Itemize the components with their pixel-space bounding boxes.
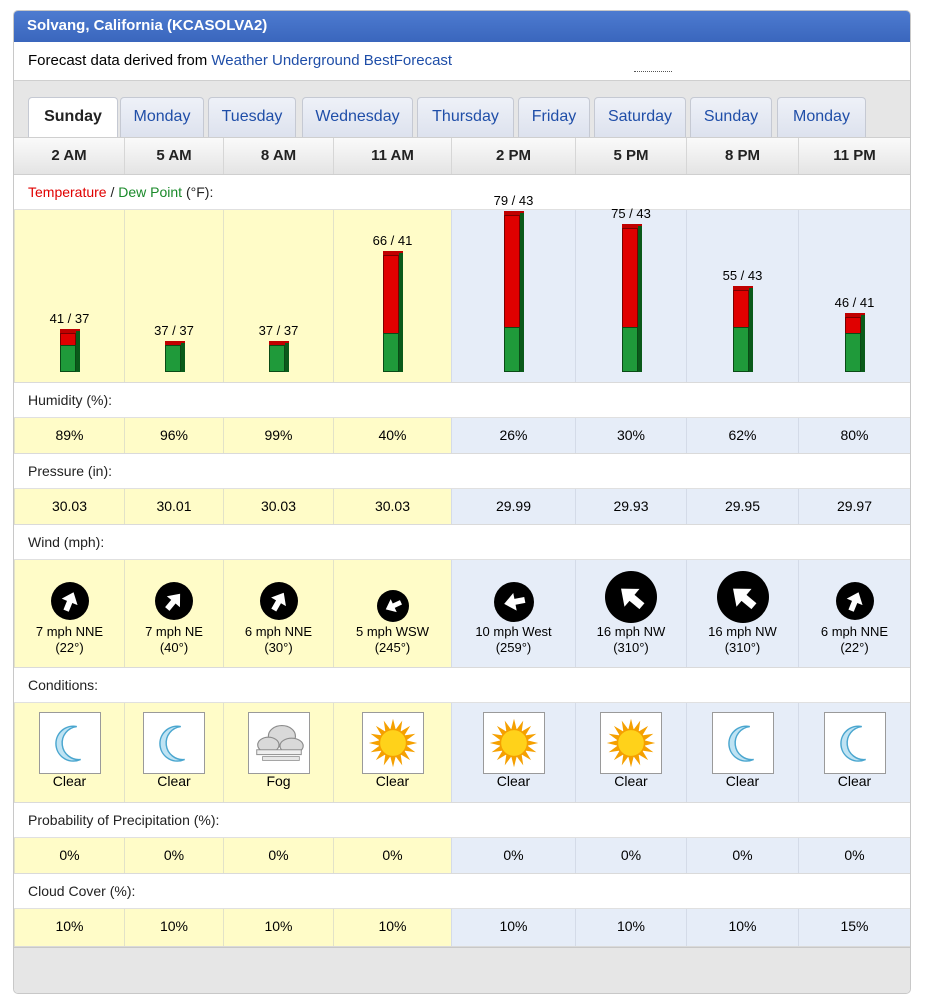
wind-degree-text: (40°): [159, 640, 189, 655]
wind-speed-text: 6 mph NNE: [244, 624, 313, 639]
condition-icon-box: [824, 712, 886, 774]
condition-text: Clear: [375, 773, 410, 789]
hour-cell: [686, 210, 798, 382]
condition-icon-box: [362, 712, 424, 774]
temperature-value: 79 / 43: [493, 193, 534, 209]
tab-sunday[interactable]: Sunday: [690, 97, 772, 137]
hour-cell: [451, 560, 575, 667]
hour-header: 8 AM: [223, 138, 333, 174]
bar-side: [638, 226, 642, 373]
humidity-value: 40%: [333, 418, 451, 453]
temperature-row: [14, 193, 910, 383]
pressure-value: 29.93: [575, 489, 686, 524]
temperature-label: Temperature: [28, 184, 107, 200]
pressure-section-label: Pressure (in):: [14, 454, 910, 489]
hour-cell: [686, 703, 798, 802]
dew-point-segment: [269, 345, 285, 372]
forecast-panel: [13, 10, 911, 994]
wind-direction-icon: [494, 582, 534, 622]
precip-value: 0%: [575, 838, 686, 873]
humidity-value: 99%: [223, 418, 333, 453]
temperature-segment: [845, 317, 861, 334]
condition-icon-box: [712, 712, 774, 774]
wind-direction-icon: [836, 582, 874, 620]
temperature-bar: [504, 215, 520, 372]
temperature-bar: [622, 228, 638, 373]
wind-degree-text: (310°): [613, 640, 649, 655]
condition-icon-box: [483, 712, 545, 774]
hour-cell: [333, 560, 451, 667]
hour-cell: [223, 560, 333, 667]
temperature-segment: [733, 290, 749, 328]
wind-degree-text: (259°): [495, 640, 532, 655]
hour-cell: [14, 560, 124, 667]
hour-header: 8 PM: [686, 138, 798, 174]
wind-speed-text: 10 mph West: [475, 624, 552, 639]
wind-section-label: Wind (mph):: [14, 525, 910, 560]
wind-speed-text: 16 mph NW: [596, 624, 666, 639]
bar-side: [181, 343, 185, 372]
hour-cell: [14, 703, 124, 802]
precip-value: 0%: [333, 838, 451, 873]
hour-header: 2 PM: [451, 138, 575, 174]
pressure-value: 30.03: [223, 489, 333, 524]
dew-point-label: Dew Point: [118, 184, 183, 200]
precip-value: 0%: [798, 838, 910, 873]
precip-value: 0%: [686, 838, 798, 873]
wind-direction-icon: [717, 571, 769, 623]
precip-value: 0%: [124, 838, 223, 873]
source-prefix: Forecast data derived from: [28, 52, 212, 69]
wind-speed-text: 5 mph WSW: [356, 624, 429, 639]
condition-icon-box: [39, 712, 101, 774]
wind-speed-text: 7 mph NNE: [35, 624, 104, 639]
temperature-bar: [845, 317, 861, 372]
cloud-value: 10%: [333, 909, 451, 946]
precip-row: [14, 838, 910, 874]
tab-monday[interactable]: Monday: [777, 97, 866, 137]
station-title: Solvang, California (KCASOLVA2): [14, 11, 910, 42]
wind-degree-text: (30°): [264, 640, 293, 655]
tab-saturday[interactable]: Saturday: [594, 97, 686, 137]
humidity-value: 26%: [451, 418, 575, 453]
hour-cell: [333, 210, 451, 382]
hour-cell: [223, 703, 333, 802]
temperature-bar: [60, 333, 76, 372]
conditions-section-label: Conditions:: [14, 668, 910, 703]
hour-cell: [575, 205, 686, 382]
temperature-value: 37 / 37: [258, 323, 299, 339]
wind-row: [14, 560, 910, 668]
forecast-grid: [14, 137, 910, 947]
wind-degree-text: (310°): [724, 640, 761, 655]
tab-wednesday[interactable]: Wednesday: [302, 97, 413, 137]
hour-cell: [798, 560, 910, 667]
sun-icon: [601, 713, 661, 773]
sun-icon: [484, 713, 544, 773]
moon-icon: [40, 713, 100, 773]
hour-header: 5 AM: [124, 138, 223, 174]
temperature-value: 55 / 43: [722, 267, 763, 283]
hour-cell: [451, 703, 575, 802]
temperature-value: 75 / 43: [611, 205, 651, 221]
pressure-value: 29.99: [451, 489, 575, 524]
condition-text: Clear: [837, 773, 872, 789]
sun-icon: [363, 713, 423, 773]
cloud-value: 15%: [798, 909, 910, 946]
wind-speed-text: 6 mph NNE: [820, 624, 889, 639]
temperature-value: 37 / 37: [154, 323, 194, 339]
cloud-value: 10%: [451, 909, 575, 946]
pressure-value: 29.95: [686, 489, 798, 524]
hour-cell: [124, 703, 223, 802]
wind-direction-icon: [605, 571, 657, 623]
pressure-value: 30.03: [333, 489, 451, 524]
hour-cell: [333, 703, 451, 802]
temperature-bar: [733, 290, 749, 373]
cloud-value: 10%: [686, 909, 798, 946]
bar-side: [861, 315, 865, 372]
condition-text: Clear: [496, 773, 531, 789]
wind-speed-text: 16 mph NW: [708, 624, 777, 639]
tab-sunday[interactable]: Sunday: [28, 97, 118, 138]
humidity-value: 80%: [798, 418, 910, 453]
condition-text: Fog: [266, 773, 291, 789]
cloud-value: 10%: [124, 909, 223, 946]
condition-text: Clear: [157, 773, 191, 789]
hour-cell: [14, 210, 124, 382]
pressure-value: 30.01: [124, 489, 223, 524]
wind-degree-text: (22°): [55, 640, 84, 655]
humidity-value: 96%: [124, 418, 223, 453]
dew-point-segment: [60, 345, 76, 372]
precip-value: 0%: [223, 838, 333, 873]
condition-text: Clear: [52, 773, 87, 789]
humidity-value: 62%: [686, 418, 798, 453]
hour-cell: [575, 703, 686, 802]
day-tabs: [14, 97, 910, 137]
temperature-bar: [269, 345, 285, 372]
precip-section-label: Probability of Precipitation (%):: [14, 803, 910, 838]
conditions-row: [14, 703, 910, 803]
hour-header: 11 PM: [798, 138, 910, 174]
bar-side: [399, 253, 403, 372]
cloud-value: 10%: [575, 909, 686, 946]
wind-speed-text: 7 mph NE: [145, 624, 203, 639]
cloud-value: 10%: [14, 909, 124, 946]
temperature-segment: [60, 333, 76, 346]
hour-header: 2 AM: [51, 147, 87, 164]
condition-icon-box: [143, 712, 205, 774]
wind-direction-icon: [377, 590, 409, 622]
dotted-divider: [634, 71, 672, 72]
moon-icon: [144, 713, 204, 773]
hours-header-row: [14, 137, 910, 175]
wind-degree-text: (22°): [840, 640, 869, 655]
cloud-row: [14, 909, 910, 947]
condition-icon-box: [600, 712, 662, 774]
condition-icon-box: [248, 712, 310, 774]
cloud-section-label: Cloud Cover (%):: [14, 874, 910, 909]
moon-icon: [825, 713, 885, 773]
temperature-bar: [165, 345, 181, 372]
bar-side: [749, 288, 753, 373]
pressure-value: 30.03: [14, 489, 124, 524]
bar-side: [520, 213, 524, 372]
source-info: [14, 42, 910, 81]
hour-cell: [798, 703, 910, 802]
temperature-value: 41 / 37: [49, 310, 90, 326]
panel-footer: [14, 947, 910, 994]
temperature-segment: [383, 255, 399, 334]
precip-value: 0%: [451, 838, 575, 873]
hour-cell: [124, 560, 223, 667]
dew-point-segment: [165, 345, 181, 372]
dew-point-segment: [622, 327, 638, 372]
wind-direction-icon: [155, 582, 193, 620]
label-separator: /: [106, 184, 119, 200]
hour-cell: [223, 210, 333, 382]
hour-cell: [451, 193, 575, 382]
pressure-value: 29.97: [798, 489, 910, 524]
wind-direction-icon: [260, 582, 298, 620]
wind-direction-icon: [51, 582, 89, 620]
tab-friday[interactable]: Friday: [518, 97, 590, 137]
moon-icon: [713, 713, 773, 773]
temperature-bar: [383, 255, 399, 372]
temperature-value: 66 / 41: [372, 233, 413, 249]
tab-monday[interactable]: Monday: [120, 97, 204, 137]
source-link[interactable]: Weather Underground BestForecast: [211, 52, 453, 69]
humidity-value: 89%: [14, 418, 124, 453]
condition-text: Clear: [614, 773, 648, 789]
hour-cell: [575, 560, 686, 667]
wind-degree-text: (245°): [374, 640, 411, 655]
humidity-row: [14, 418, 910, 454]
dew-point-segment: [383, 333, 399, 372]
dew-point-segment: [733, 327, 749, 372]
hour-header: 11 AM: [333, 138, 451, 174]
cloud-value: 10%: [223, 909, 333, 946]
humidity-value: 30%: [575, 418, 686, 453]
hour-header: 5 PM: [575, 138, 686, 174]
tab-tuesday[interactable]: Tuesday: [208, 97, 296, 137]
tab-thursday[interactable]: Thursday: [417, 97, 514, 137]
bar-side: [76, 331, 80, 372]
temperature-segment: [504, 215, 520, 328]
hour-cell: [124, 210, 223, 382]
precip-value: 0%: [14, 838, 124, 873]
dew-point-segment: [845, 333, 861, 372]
bar-side: [285, 343, 289, 372]
pressure-row: [14, 489, 910, 525]
temperature-unit: (°F):: [182, 184, 214, 200]
temperature-segment: [622, 228, 638, 328]
dew-point-segment: [504, 327, 520, 372]
temperature-value: 46 / 41: [834, 295, 875, 311]
condition-text: Clear: [725, 773, 760, 789]
fog-icon: [249, 713, 309, 773]
hour-cell: [798, 210, 910, 382]
hour-cell: [686, 560, 798, 667]
humidity-section-label: Humidity (%):: [14, 383, 910, 418]
